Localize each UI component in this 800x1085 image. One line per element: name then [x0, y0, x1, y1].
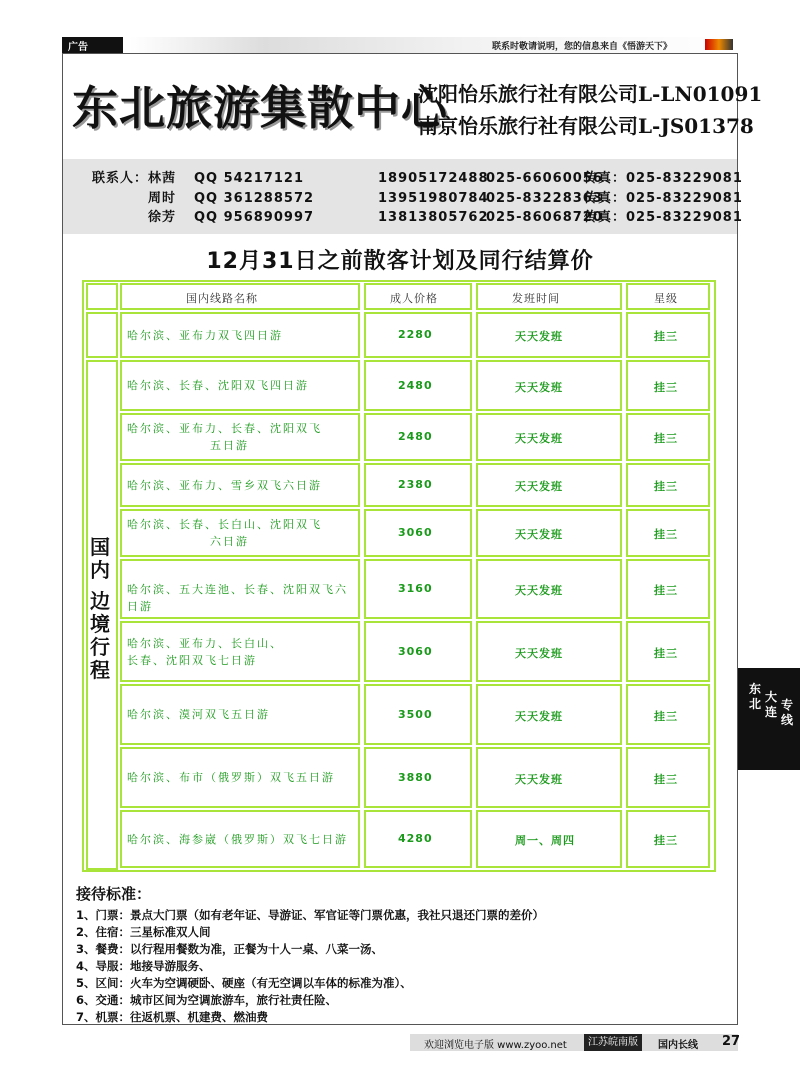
contact-row: [76, 187, 743, 206]
table-header-cell: [86, 283, 118, 310]
header-star: 星级: [654, 292, 678, 305]
footer-edition-badge: 江苏皖南版: [584, 1034, 642, 1051]
standard-item: 2、住宿：三星标准双人间: [76, 925, 211, 939]
page-number: 27: [722, 1034, 741, 1049]
brand-title: 东北旅游集散中心: [72, 81, 448, 135]
standard-item: 4、导服：地接导游服务、: [76, 959, 211, 973]
contact-tel: 025-86068720: [486, 210, 603, 225]
route-name: 哈尔滨、布市（俄罗斯）双飞五日游: [127, 771, 335, 784]
route-price: 3880: [398, 770, 433, 784]
ad-tag: 广告: [68, 42, 88, 53]
standards-title: 接待标准：: [76, 885, 152, 903]
route-name: 哈尔滨、亚布力、雪乡双飞六日游: [127, 478, 322, 492]
route-price: 2480: [398, 378, 433, 392]
route-schedule: 天天发班: [515, 528, 563, 541]
route-name: 哈尔滨、漠河双飞五日游: [127, 708, 270, 721]
route-price: 3060: [398, 526, 433, 539]
route-name-cont: 长春、沈阳双飞七日游: [127, 653, 257, 667]
route-price: 2480: [398, 430, 433, 443]
company-name-shenyang: 沈阳怡乐旅行社有限公司L-LN01091: [418, 82, 763, 106]
route-star: 挂三: [654, 330, 678, 343]
route-name: 哈尔滨、亚布力、长春、沈阳双飞: [127, 422, 322, 435]
contact-qq: QQ 956890997: [194, 210, 315, 225]
side-tab-col: 大连: [764, 690, 777, 719]
route-price: 2380: [398, 478, 433, 491]
route-star: 挂三: [654, 834, 678, 847]
standard-item: 5、区间：火车为空调硬卧、硬座（有无空调以车体的标准为准）、: [76, 976, 412, 990]
route-schedule: 天天发班: [515, 584, 563, 597]
route-name: 哈尔滨、亚布力、长白山、: [127, 636, 283, 650]
header-schedule: 发班时间: [512, 292, 560, 305]
route-price: 4280: [398, 832, 433, 845]
route-star: 挂三: [654, 646, 678, 660]
route-schedule: 天天发班: [515, 709, 563, 723]
contact-label: 联系人：: [91, 171, 148, 186]
route-star: 挂三: [654, 772, 678, 786]
header-route: 国内线路名称: [186, 292, 258, 305]
contact-mobile: 13951980784: [378, 191, 489, 206]
contact-fax: 传真：025-83229081: [584, 210, 743, 225]
contact-mobile: 18905172488: [378, 171, 489, 186]
contact-name: 徐芳: [148, 210, 177, 225]
contact-tel: 025-66060056: [486, 171, 603, 186]
route-star: 挂三: [654, 380, 678, 394]
route-name-cont: 五日游: [210, 439, 249, 452]
footer-section: 国内长线: [658, 1040, 698, 1051]
route-star: 挂三: [654, 432, 678, 445]
header-price: 成人价格: [390, 292, 438, 305]
route-schedule: 天天发班: [515, 772, 563, 786]
route-price: 3160: [398, 582, 433, 595]
footer-website-link[interactable]: 欢迎浏览电子版 www.zyoo.net: [424, 1040, 567, 1051]
publication-logo-icon: [705, 39, 733, 50]
route-schedule: 天天发班: [515, 480, 563, 493]
route-schedule: 周一、周四: [515, 834, 575, 847]
route-name: 哈尔滨、长春、沈阳双飞四日游: [127, 379, 309, 392]
contact-row: [76, 167, 743, 186]
standard-item: 1、门票：景点大门票（如有老年证、导游证、军官证等门票优惠，我社只退还门票的差价）: [76, 908, 544, 922]
route-star: 挂三: [654, 480, 678, 493]
side-tab-col: 东北: [748, 682, 761, 711]
route-star: 挂三: [654, 528, 678, 541]
domestic-border-label: 国 内 边 境 行 程: [90, 535, 110, 682]
route-name: 哈尔滨、五大连池、长春、沈阳双飞六日游: [127, 582, 348, 613]
route-name-cont: 六日游: [210, 535, 249, 548]
standard-item: 3、餐费：以行程用餐数为准，正餐为十人一桌、八菜一汤、: [76, 942, 383, 956]
route-star: 挂三: [654, 709, 678, 723]
route-price: 2280: [398, 328, 433, 341]
contact-qq: QQ 54217121: [194, 171, 304, 186]
contact-fax: 传真：025-83229081: [584, 171, 743, 186]
contact-fax: 传真：025-83229081: [584, 191, 743, 206]
source-note: 联系时敬请说明，您的信息来自《悟游天下》: [492, 42, 673, 52]
route-schedule: 天天发班: [515, 380, 563, 394]
contact-qq: QQ 361288572: [194, 191, 315, 206]
side-label-cell: [86, 312, 118, 358]
route-name: 哈尔滨、亚布力双飞四日游: [127, 328, 283, 342]
contact-tel: 025-83228363: [486, 191, 603, 206]
section-side-tab: [738, 668, 800, 770]
standard-item: 7、机票：往返机票、机建费、燃油费: [76, 1010, 268, 1024]
company-name-nanjing: 南京怡乐旅行社有限公司L-JS01378: [418, 114, 754, 138]
route-schedule: 天天发班: [515, 646, 563, 660]
route-name: 哈尔滨、海参崴（俄罗斯）双飞七日游: [127, 832, 348, 846]
price-list-heading: 12月31日之前散客计划及同行结算价: [206, 249, 594, 274]
route-price: 3060: [398, 644, 433, 658]
contact-name: 周时: [148, 191, 177, 206]
route-schedule: 天天发班: [515, 330, 563, 343]
contact-row: [76, 206, 743, 225]
route-name: 哈尔滨、长春、长白山、沈阳双飞: [127, 518, 322, 531]
contact-name: 林茜: [148, 171, 177, 186]
route-star: 挂三: [654, 584, 678, 597]
side-tab-col: 专线: [780, 698, 793, 727]
standard-item: 6、交通：城市区间为空调旅游车，旅行社责任险、: [76, 993, 337, 1007]
route-price: 3500: [398, 707, 433, 721]
contact-mobile: 13813805762: [378, 210, 489, 225]
route-schedule: 天天发班: [515, 432, 563, 445]
